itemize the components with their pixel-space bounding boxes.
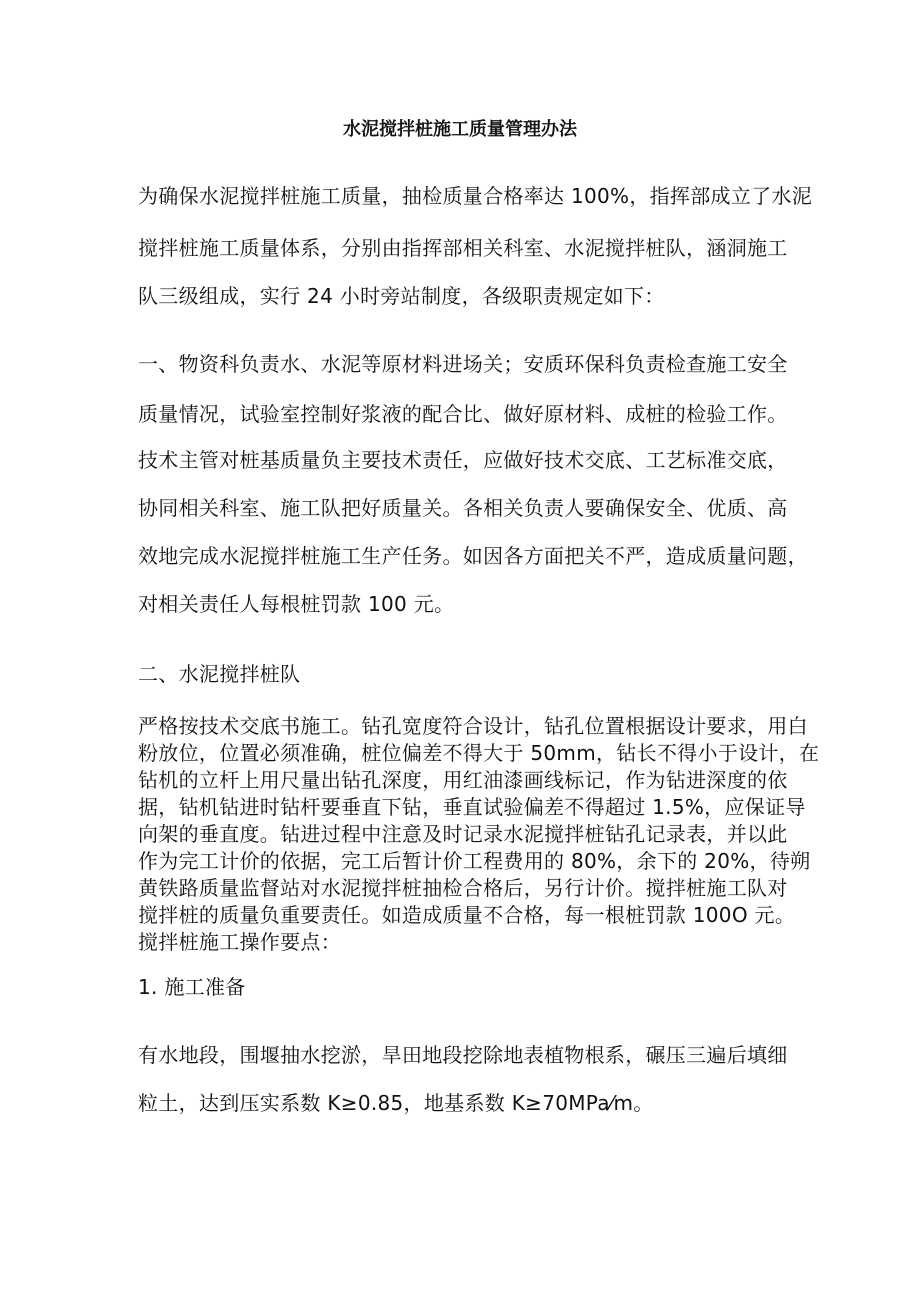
section2-line-4: 据，钻机钻进时钻杆要垂直下钻，垂直试验偏差不得超过 1.5%，应保证导 (138, 795, 806, 819)
document-title: 水泥搅拌桩施工质量管理办法 (343, 119, 577, 140)
section2-line-3: 钻机的立杆上用尺量出钻孔深度，用红油漆画线标记，作为钻进深度的依 (138, 768, 788, 792)
section2-line-9: 搅拌桩施工操作要点： (138, 930, 341, 954)
section1-line-4: 协同相关科室、施工队把好质量关。各相关负责人要确保安全、优质、高 (138, 496, 788, 520)
section1-line-1: 一、物资科负责水、水泥等原材料进场关；安质环保科负责检查施工安全 (138, 352, 788, 376)
section2-heading: 二、水泥搅拌桩队 (138, 662, 301, 686)
intro-line-3: 队三级组成，实行 24 小时旁站制度，各级职责规定如下： (138, 284, 665, 308)
section1-line-5: 效地完成水泥搅拌桩施工生产任务。如因各方面把关不严，造成质量问题， (138, 544, 808, 568)
intro-line-1: 为确保水泥搅拌桩施工质量，抽检质量合格率达 100%，指挥部成立了水泥 (138, 184, 813, 208)
section2-line-2: 粉放位，位置必须准确，桩位偏差不得大于 50mm，钻长不得小于设计，在 (138, 741, 820, 765)
section1-line-3: 技术主管对桩基质量负主要技术责任，应做好技术交底、工艺标准交底， (138, 448, 788, 472)
subheading-construction-prep: 1. 施工准备 (138, 975, 246, 999)
section1-line-2: 质量情况，试验室控制好浆液的配合比、做好原材料、成桩的检验工作。 (138, 402, 788, 426)
section2-line-5: 向架的垂直度。钻进过程中注意及时记录水泥搅拌桩钻孔记录表，并以此 (138, 822, 788, 846)
section2-line-8: 搅拌桩的质量负重要责任。如造成质量不合格，每一根桩罚款 100O 元。 (138, 903, 796, 927)
section2-line-6: 作为完工计价的依据，完工后暂计价工程费用的 80%，余下的 20%，待朔 (138, 849, 811, 873)
section2-line-7: 黄铁路质量监督站对水泥搅拌桩抽检合格后，另行计价。搅拌桩施工队对 (138, 876, 788, 900)
section3-line-1: 有水地段，围堰抽水挖淤，旱田地段挖除地表植物根系，碾压三遍后填细 (138, 1043, 788, 1067)
section2-line-1: 严格按技术交底书施工。钻孔宽度符合设计，钻孔位置根据设计要求，用白 (138, 714, 808, 738)
section3-line-2: 粒土，达到压实系数 K≥0.85，地基系数 K≥70MPa⁄m。 (138, 1091, 654, 1115)
intro-line-2: 搅拌桩施工质量体系，分别由指挥部相关科室、水泥搅拌桩队，涵洞施工 (138, 236, 788, 260)
section1-line-6: 对相关责任人每根桩罚款 100 元。 (138, 592, 455, 616)
